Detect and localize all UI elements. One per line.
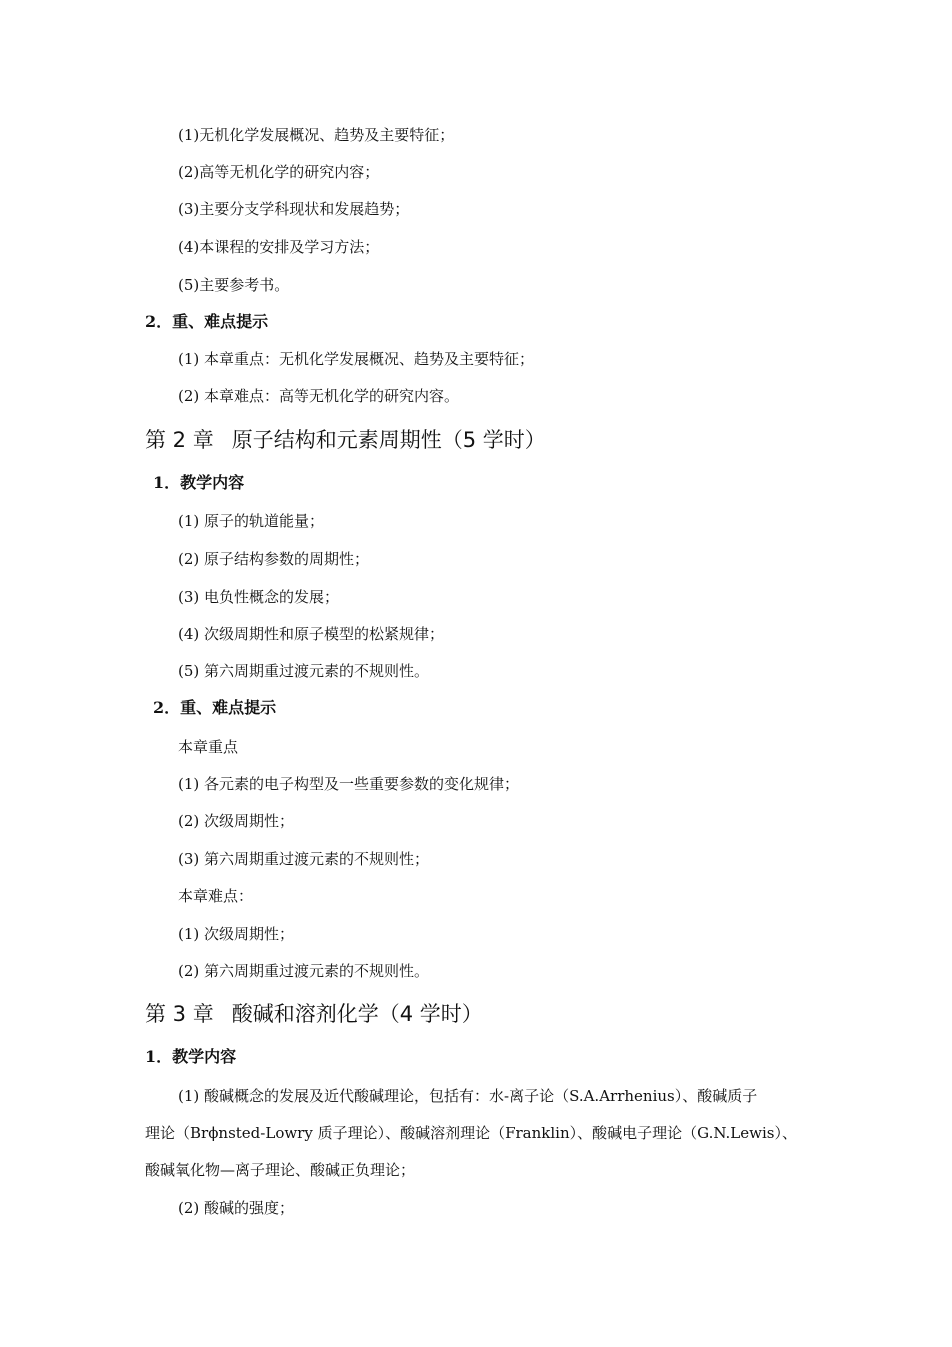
intro-item-4: (4)本课程的安排及学习方法； <box>178 238 380 256</box>
chapter2-content-item-4: (4) 次级周期性和原子模型的松紧规律； <box>178 625 445 643</box>
chapter2-content-item-2: (2) 原子结构参数的周期性； <box>178 550 370 568</box>
chapter2-title: 原子结构和元素周期性（5 学时） <box>231 428 546 452</box>
chapter2-difficulty-label: 本章难点： <box>178 887 254 905</box>
intro-key-item-2: (2) 本章难点：高等无机化学的研究内容。 <box>178 387 460 405</box>
chapter3-para-line-1: (1) 酸碱概念的发展及近代酸碱理论，包括有：水-离子论（S.A.Arrhenius）、酸碱质子 <box>178 1087 758 1105</box>
chapter2-number: 第 2 章 <box>145 428 214 452</box>
chapter3-item-2: (2) 酸碱的强度； <box>178 1199 295 1217</box>
intro-key-heading: 2．重、难点提示 <box>145 312 269 331</box>
intro-item-2: (2)高等无机化学的研究内容； <box>178 163 380 181</box>
chapter2-focus-item-2: (2) 次级周期性； <box>178 812 295 830</box>
chapter2-content-item-5: (5) 第六周期重过渡元素的不规则性。 <box>178 662 430 680</box>
chapter3-number: 第 3 章 <box>145 1002 214 1026</box>
chapter3-title: 酸碱和溶剂化学（4 学时） <box>231 1002 483 1026</box>
chapter2-difficulty-item-1: (1) 次级周期性； <box>178 925 295 943</box>
chapter2-focus-item-3: (3) 第六周期重过渡元素的不规则性； <box>178 850 430 868</box>
intro-key-item-1: (1) 本章重点：无机化学发展概况、趋势及主要特征； <box>178 350 535 368</box>
chapter3-para-line-3: 酸碱氧化物—离子理论、酸碱正负理论； <box>145 1161 416 1179</box>
chapter3-content-heading: 1．教学内容 <box>145 1047 237 1066</box>
chapter2-content-heading: 1．教学内容 <box>153 473 245 492</box>
chapter2-focus-label: 本章重点 <box>178 738 239 756</box>
chapter2-heading <box>145 426 546 454</box>
intro-item-5: (5)主要参考书。 <box>178 276 290 294</box>
chapter3-para-line-2: 理论（Brϕnsted-Lowry 质子理论）、酸碱溶剂理论（Franklin）、酸碱电子理论（G.N.Lewis）、 <box>145 1124 797 1142</box>
chapter3-item-1-paragraph <box>145 1086 815 1197</box>
chapter2-content-item-3: (3) 电负性概念的发展； <box>178 588 340 606</box>
chapter2-focus-item-1: (1) 各元素的电子构型及一些重要参数的变化规律； <box>178 775 520 793</box>
intro-item-3: (3)主要分支学科现状和发展趋势； <box>178 200 410 218</box>
chapter2-key-heading: 2．重、难点提示 <box>153 698 277 717</box>
intro-item-1: (1)无机化学发展概况、趋势及主要特征； <box>178 126 455 144</box>
chapter2-difficulty-item-2: (2) 第六周期重过渡元素的不规则性。 <box>178 962 430 980</box>
chapter2-content-item-1: (1) 原子的轨道能量； <box>178 512 325 530</box>
chapter3-heading <box>145 1000 483 1028</box>
